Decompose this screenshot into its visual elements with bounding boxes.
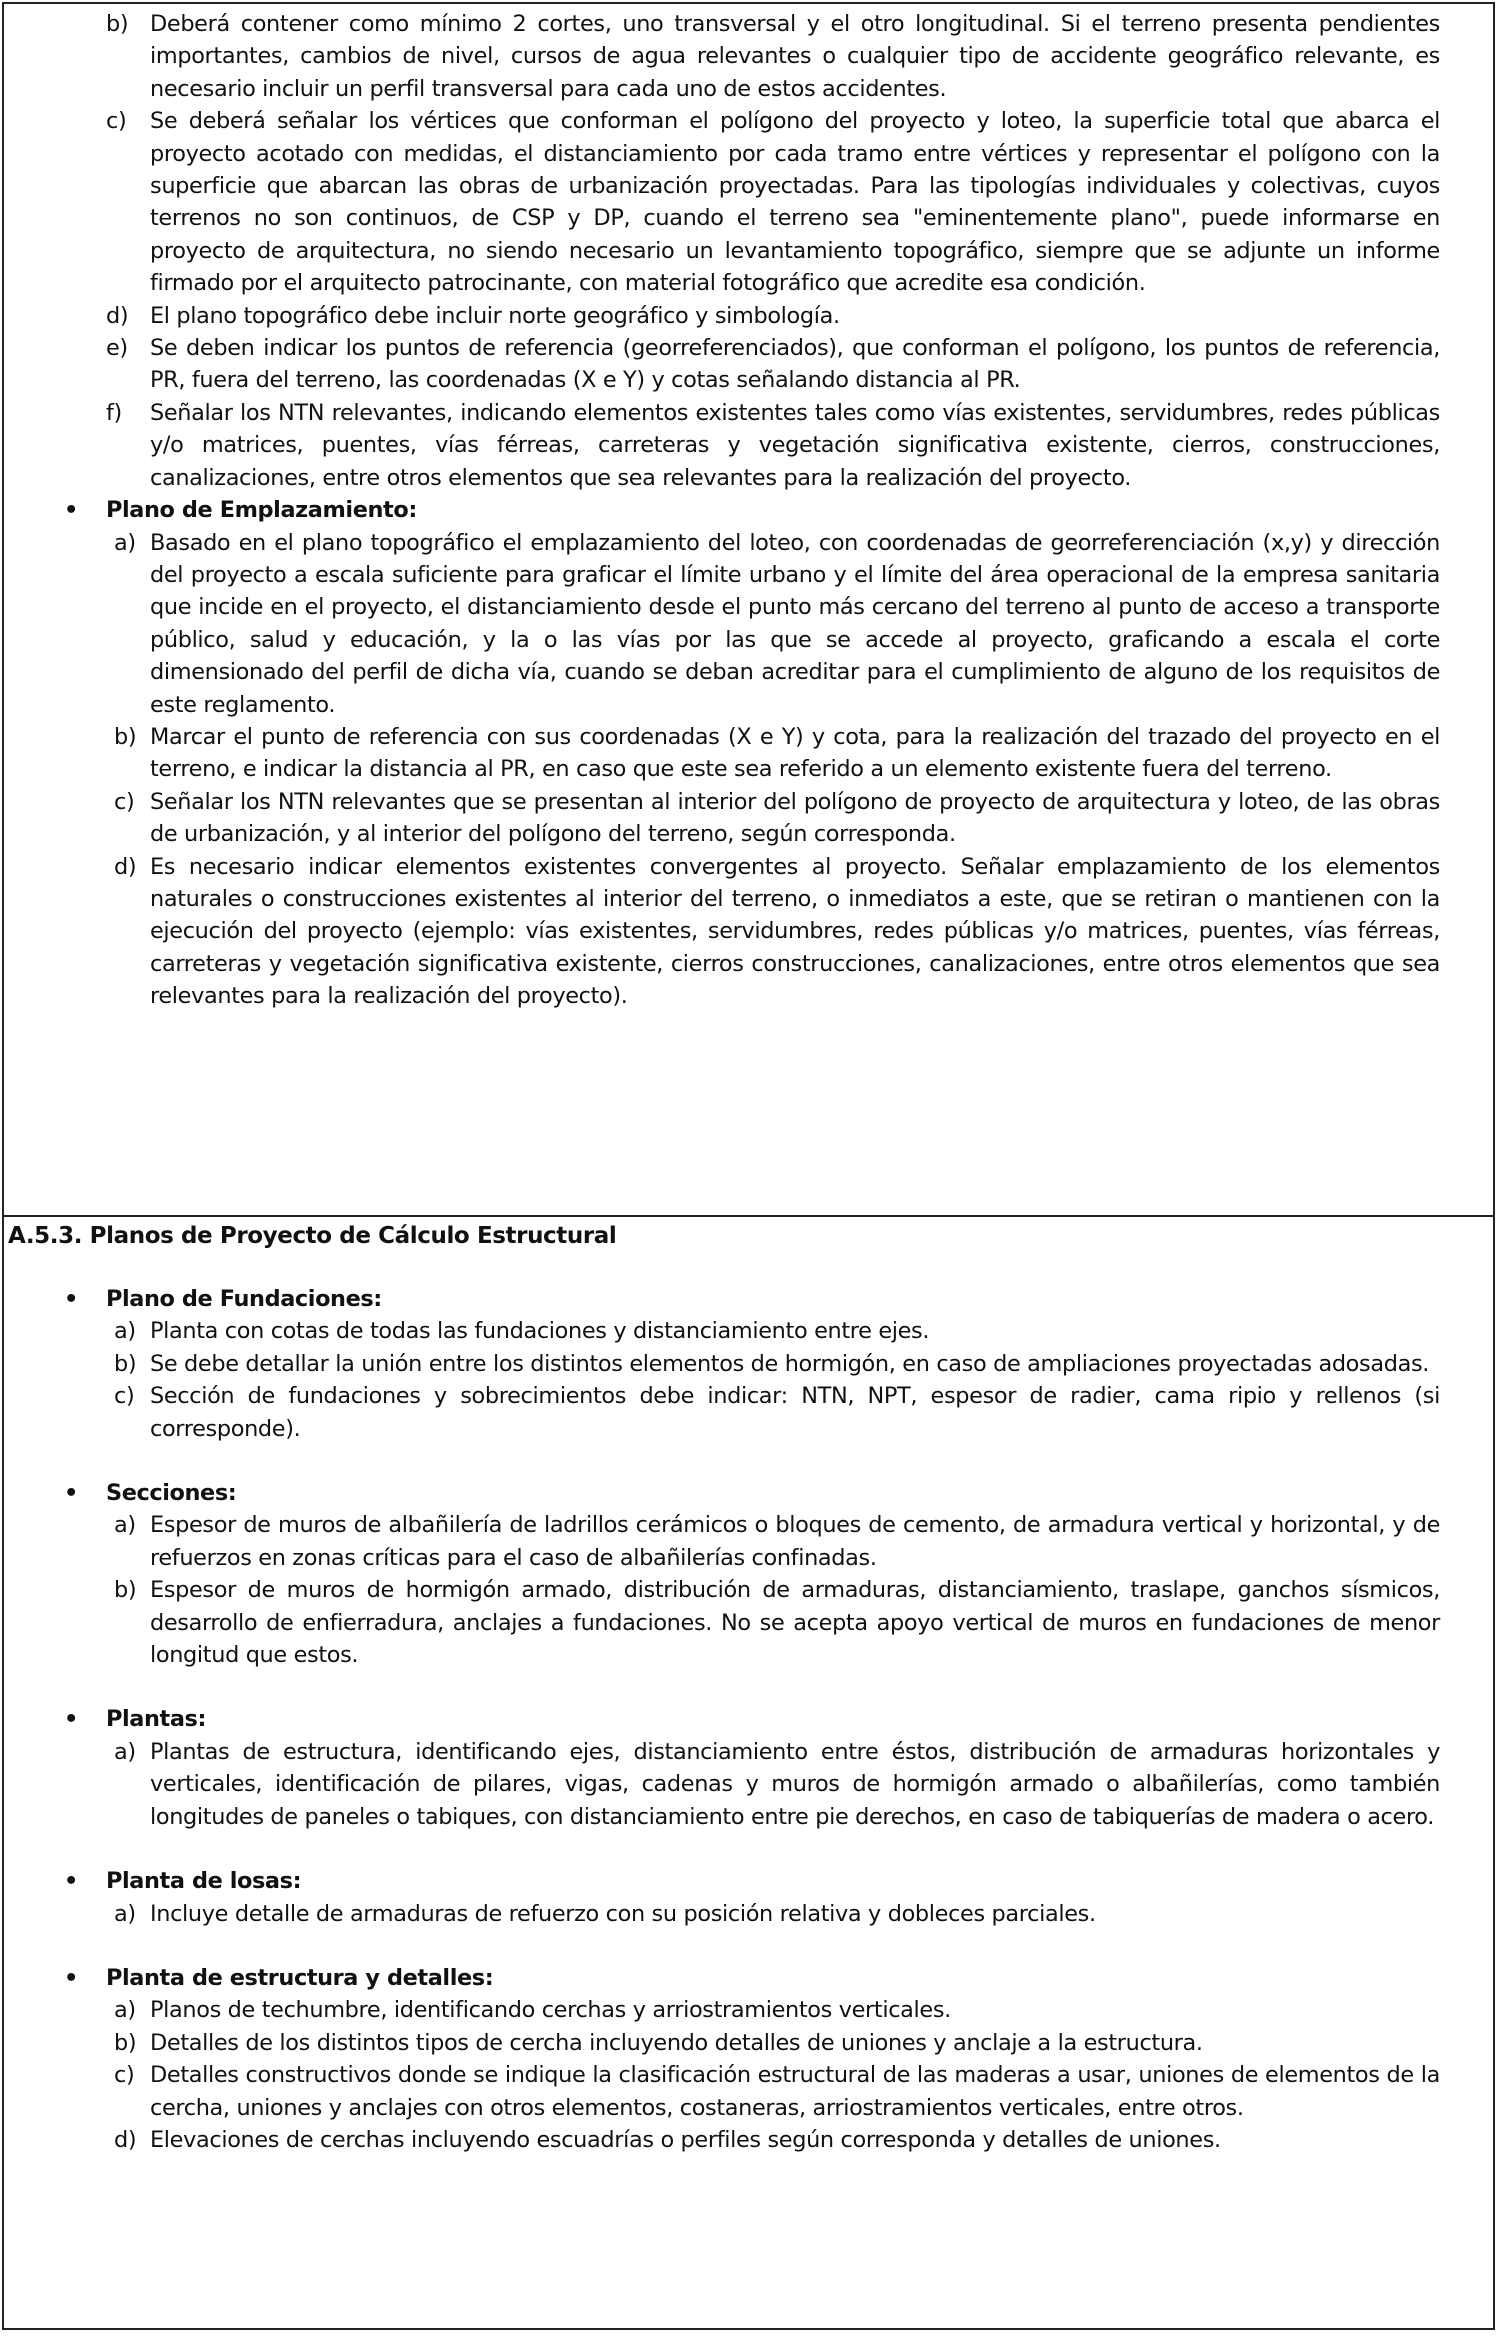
item-label: b) bbox=[106, 11, 129, 37]
list-item bbox=[0, 1736, 1500, 1833]
item-text: Señalar los NTN relevantes, indicando elementos existentes tales como vías existentes, servidumbres, redes públicas y/o matrices, puentes, vías férreas, carreteras y vegetación significativa existente, cierros, construcciones, canalizaciones, entre otros elementos que sea relevantes para la realización del proyecto. bbox=[150, 399, 1440, 491]
item-text: Espesor de muros de albañilería de ladrillos cerámicos o bloques de cemento, de armadura vertical y horizontal, y de refuerzos en zonas críticas para el caso de albañilerías confinadas. bbox=[150, 1512, 1440, 1571]
topografico-block bbox=[0, 8, 1500, 1013]
item-text: Se deben indicar los puntos de referencia (georreferenciados), que conforman el polígono, los puntos de referencia, PR, fuera del terreno, las coordenadas (X e Y) y cotas señalando distancia al PR. bbox=[150, 335, 1440, 394]
list-item bbox=[0, 1574, 1500, 1671]
item-text: El plano topográfico debe incluir norte geográfico y simbología. bbox=[150, 302, 840, 329]
item-label: a) bbox=[114, 1512, 136, 1539]
item-label: d) bbox=[114, 853, 137, 880]
item-label: b) bbox=[114, 1577, 137, 1604]
list-item bbox=[0, 1994, 1500, 2026]
list-item bbox=[0, 2027, 1500, 2059]
item-text: Se deberá señalar los vértices que conforman el polígono del proyecto y loteo, la superficie total que abarca el proyecto acotado con medidas, el distanciamiento por cada tramo entre vértices y representar el polígono con la superficie que abarcan las obras de urbanización proyectadas. Para las tipologías individuales y colectivas, cuyos terrenos no son continuos, de CSP y DP, cuando el terreno sea "eminentemente plano", puede informarse en proyecto de arquitectura, no siendo necesario un levantamiento topográfico, siempre que se adjunte un informe firmado por el arquitecto patrocinante, con material fotográfico que acredite esa condición. bbox=[150, 108, 1440, 297]
calculo-estructural-block bbox=[0, 1283, 1500, 2156]
list-item bbox=[0, 1380, 1500, 1445]
item-label: c) bbox=[114, 788, 135, 815]
list-item bbox=[0, 2059, 1500, 2124]
item-label: b) bbox=[114, 2029, 137, 2056]
list-item bbox=[0, 786, 1500, 851]
item-text: Deberá contener como mínimo 2 cortes, uno transversal y el otro longitudinal. Si el terreno presenta pendientes importantes, cambios de nivel, cursos de agua relevantes o cualquier tipo de accidente geográfico relevante, es necesario incluir un perfil transversal para cada uno de estos accidentes. bbox=[150, 11, 1440, 102]
list-item bbox=[0, 2124, 1500, 2156]
bullet-heading-plantas bbox=[0, 1703, 1500, 1735]
bullet-title: Secciones: bbox=[106, 1480, 237, 1507]
section-divider bbox=[2, 1215, 1495, 1217]
list-item bbox=[0, 851, 1500, 1013]
list-item bbox=[0, 721, 1500, 786]
bullet-title: Planta de losas: bbox=[106, 1868, 302, 1895]
bullet-icon: • bbox=[64, 1706, 78, 1733]
item-label: f) bbox=[106, 399, 122, 426]
bullet-title: Plano de Emplazamiento: bbox=[106, 497, 417, 524]
bullet-title: Plantas: bbox=[106, 1706, 207, 1733]
item-text: Elevaciones de cerchas incluyendo escuadrías o perfiles según corresponda y detalles de uniones. bbox=[150, 2126, 1221, 2153]
item-text: Plantas de estructura, identificando ejes, distanciamiento entre éstos, distribución de armaduras horizontales y verticales, identificación de pilares, vigas, cadenas y muros de hormigón armado o albañilerías, como también longitudes de paneles o tabiques, con distanciamiento entre pie derechos, en caso de tabiquerías de madera o acero. bbox=[150, 1738, 1440, 1830]
list-item bbox=[0, 300, 1500, 332]
list-item bbox=[0, 8, 1500, 105]
item-text: Es necesario indicar elementos existentes convergentes al proyecto. Señalar emplazamiento de los elementos naturales o construcciones existentes al interior del terreno, o inmediatos a este, que se retiran o mantienen con la ejecución del proyecto (ejemplo: vías existentes, servidumbres, redes públicas y/o matrices, puentes, vías férreas, carreteras y vegetación significativa existente, cierros construcciones, canalizaciones, entre otros elementos que sea relevantes para la realización del proyecto). bbox=[150, 853, 1440, 1010]
item-label: a) bbox=[114, 1318, 136, 1345]
item-text: Incluye detalle de armaduras de refuerzo con su posición relativa y dobleces parciales. bbox=[150, 1900, 1096, 1927]
item-label: d) bbox=[106, 302, 129, 329]
list-item bbox=[0, 332, 1500, 397]
bullet-heading-emplazamiento bbox=[0, 494, 1500, 526]
bullet-heading-fundaciones bbox=[0, 1283, 1500, 1315]
item-text: Marcar el punto de referencia con sus coordenadas (X e Y) y cota, para la realización del trazado del proyecto en el terreno, e indicar la distancia al PR, en caso que este sea referido a un elemento existente fuera del terreno. bbox=[150, 723, 1440, 783]
list-item bbox=[0, 1898, 1500, 1930]
section-title: A.5.3. Planos de Proyecto de Cálculo Estructural bbox=[8, 1223, 617, 1249]
item-label: a) bbox=[114, 1997, 136, 2024]
item-text: Basado en el plano topográfico el emplazamiento del loteo, con coordenadas de georreferenciación (x,y) y dirección del proyecto a escala suficiente para graficar el límite urbano y el límite del área operacional de la empresa sanitaria que incide en el proyecto, el distanciamiento desde el punto más cercano del terreno al punto de acceso a transporte público, salud y educación, y la o las vías por las que se accede al proyecto, graficando a escala el corte dimensionado del perfil de dicha vía, cuando se deban acreditar para el cumplimiento de alguno de los requisitos de este reglamento. bbox=[150, 529, 1440, 718]
item-label: a) bbox=[114, 529, 136, 556]
bullet-heading-losas bbox=[0, 1865, 1500, 1897]
list-item bbox=[0, 1509, 1500, 1574]
bullet-heading-secciones bbox=[0, 1477, 1500, 1509]
bullet-title: Planta de estructura y detalles: bbox=[106, 1964, 494, 1991]
list-item bbox=[0, 527, 1500, 721]
item-label: c) bbox=[106, 108, 127, 135]
bullet-heading-estructura-detalles bbox=[0, 1962, 1500, 1994]
list-item bbox=[0, 105, 1500, 299]
bullet-icon: • bbox=[64, 1964, 78, 1991]
list-item bbox=[0, 397, 1500, 494]
list-item bbox=[0, 1348, 1500, 1380]
item-label: c) bbox=[114, 1383, 135, 1410]
item-text: Detalles de los distintos tipos de cercha incluyendo detalles de uniones y anclaje a la estructura. bbox=[150, 2029, 1203, 2056]
item-text: Detalles constructivos donde se indique la clasificación estructural de las maderas a usar, uniones de elementos de la cercha, uniones y anclajes con otros elementos, costaneras, arriostramientos verticales, entre otros. bbox=[150, 2062, 1440, 2121]
item-text: Sección de fundaciones y sobrecimientos debe indicar: NTN, NPT, espesor de radier, cama ripio y rellenos (si corresponde). bbox=[150, 1383, 1440, 1442]
item-text: Se debe detallar la unión entre los distintos elementos de hormigón, en caso de ampliaciones proyectadas adosadas. bbox=[150, 1350, 1430, 1377]
item-label: b) bbox=[114, 1350, 137, 1377]
item-text: Señalar los NTN relevantes que se presentan al interior del polígono de proyecto de arquitectura y loteo, de las obras de urbanización, y al interior del polígono del terreno, según corresponda. bbox=[150, 788, 1440, 848]
bullet-title: Plano de Fundaciones: bbox=[106, 1286, 382, 1312]
item-label: c) bbox=[114, 2062, 135, 2089]
item-label: d) bbox=[114, 2126, 137, 2153]
item-label: b) bbox=[114, 723, 137, 750]
bullet-icon: • bbox=[64, 497, 78, 524]
bullet-icon: • bbox=[64, 1480, 78, 1507]
item-text: Planta con cotas de todas las fundaciones y distanciamiento entre ejes. bbox=[150, 1318, 930, 1345]
item-label: a) bbox=[114, 1900, 136, 1927]
item-label: a) bbox=[114, 1738, 136, 1765]
item-text: Espesor de muros de hormigón armado, distribución de armaduras, distanciamiento, traslape, ganchos sísmicos, desarrollo de enfierradura, anclajes a fundaciones. No se acepta apoyo vertical de muros en fundaciones de menor longitud que estos. bbox=[150, 1577, 1440, 1669]
item-label: e) bbox=[106, 335, 128, 362]
item-text: Planos de techumbre, identificando cerchas y arriostramientos verticales. bbox=[150, 1997, 951, 2024]
bullet-icon: • bbox=[64, 1868, 78, 1895]
list-item bbox=[0, 1315, 1500, 1347]
bullet-icon: • bbox=[64, 1286, 78, 1312]
